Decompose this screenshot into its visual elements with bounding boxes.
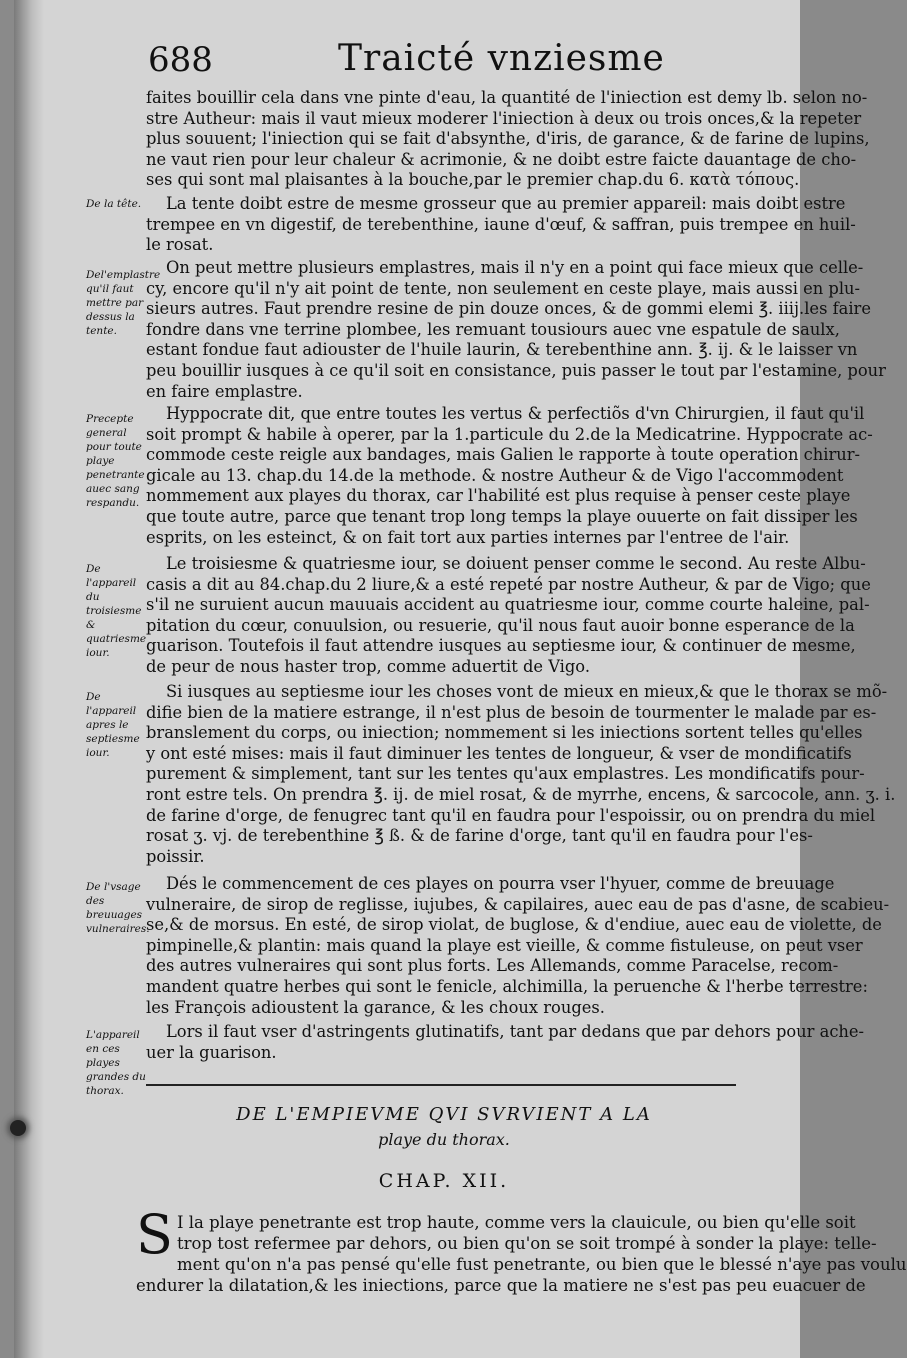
text-line: commode ceste reigle aux bandages, mais Galien le rapporte à toute operation chirur- (146, 445, 861, 465)
paragraph (146, 682, 896, 867)
text-line: nommement aux playes du thorax, car l'habilité est plus requise à penser ceste playe (146, 486, 851, 506)
text-line: ne vaut rien pour leur chaleur & acrimonie, & ne doibt estre faicte dauantage de cho- (146, 149, 857, 169)
text-line: estant fondue faut adiouster de l'huile laurin, & terebenthine ann. ℥. ij. & le laisser vn (146, 340, 858, 360)
text-line: en faire emplastre. (146, 381, 303, 401)
text-line: La tente doibt estre de mesme grosseur que au premier appareil: mais doibt estre (166, 194, 846, 213)
text-line: fondre dans vne terrine plombee, les remuant tousiours auec vne espatule de saulx, (146, 319, 840, 339)
paragraph (146, 1022, 865, 1063)
text-line: casis a dit au 84.chap.du 2 liure,& a esté repeté par nostre Autheur, & par de Vigo; que (146, 574, 871, 594)
text-line: rosat ʒ. vj. de terebenthine ℥ ß. & de farine d'orge, tant qu'il en faudra pour l'es- (146, 826, 813, 846)
text-line: trempee en vn digestif, de terebenthine, iaune d'œuf, & saffran, puis trempee en huil- (146, 214, 856, 234)
margin-note: De l'appareil apres le septiesme iour. (86, 691, 140, 759)
text-line: esprits, on les esteinct, & on fait tort aux parties internes par l'entree de l'air. (146, 527, 790, 547)
text-line: ses qui sont mal plaisantes à la bouche,par le premier chap.du 6. κατὰ τόπους. (146, 170, 800, 190)
paragraph (146, 88, 870, 191)
text-line: faites bouillir cela dans vne pinte d'eau, la quantité de l'iniection est demy lb. selon no- (146, 88, 868, 107)
text-line: y ont esté mises: mais il faut diminuer les tentes de longueur, & vser de mondificatifs (146, 743, 852, 763)
text-line: plus souuent; l'iniection qui se fait d'absynthe, d'iris, de garance, & de farine de lupins, (146, 129, 870, 149)
margin-note: De la tête. (86, 198, 142, 210)
text-line: On peut mettre plusieurs emplastres, mais il n'y en a point qui face mieux que celle- (166, 258, 864, 277)
text-line: purement & simplement, tant sur les tentes qu'aux emplastres. Les mondificatifs pour- (146, 764, 865, 784)
text-line: gicale au 13. chap.du 14.de la methode. & nostre Autheur & de Vigo l'accommodent (146, 465, 844, 485)
margin-note: De l'appareil du troisiesme & quatriesme iour. (86, 563, 147, 659)
paragraph (146, 404, 873, 548)
text-line: Lors il faut vser d'astringents glutinatifs, tant par dedans que par dehors pour ache- (166, 1022, 865, 1041)
margin-note: De l'vsage des breuuages vulneraires. (86, 881, 150, 935)
paragraph (146, 554, 871, 678)
text-line: trop tost refermee par dehors, ou bien qu'on se soit trompé à sonder la playe: telle- (177, 1234, 877, 1253)
text-line: de peur de nous haster trop, comme aduertit de Vigo. (146, 656, 590, 676)
margin-note: L'appareil en ces playes grandes du thorax. (86, 1029, 146, 1097)
paragraph (146, 258, 886, 402)
text-line: Dés le commencement de ces playes on pourra vser l'hyuer, comme de breuuage (166, 874, 835, 893)
page-number: 688 (148, 40, 213, 80)
text-line: que toute autre, parce que tenant trop long temps la playe ouuerte on fait dissiper les (146, 506, 858, 526)
chapter-opening-paragraph (136, 1203, 907, 1296)
section-rule (146, 1084, 736, 1086)
text-line: endurer la dilatation,& les iniections, parce que la matiere ne s'est pas peu euacuer de (136, 1276, 866, 1295)
chapter-heading: CHAP. XII. (378, 1170, 510, 1192)
text-line: Hyppocrate dit, que entre toutes les vertus & perfectiõs d'vn Chirurgien, il faut qu'il (166, 404, 865, 423)
text-line: I la playe penetrante est trop haute, comme vers la clauicule, ou bien qu'elle soit (177, 1213, 856, 1232)
text-line: pimpinelle,& plantin: mais quand la playe est vieille, & comme fistuleuse, on peut vser (146, 935, 863, 955)
text-line: de farine d'orge, de fenugrec tant qu'il en faudra pour l'espoissir, ou on prendra du miel (146, 805, 876, 825)
text-line: Si iusques au septiesme iour les choses vont de mieux en mieux,& que le thorax se mõ- (166, 682, 888, 701)
text-line: peu bouillir iusques à ce qu'il soit en consistance, puis passer le tout par l'estamine, pour (146, 360, 886, 380)
page-binding-shadow (14, 0, 44, 1358)
text-line: guarison. Toutefois il faut attendre iusques au septiesme iour, & continuer de mesme, (146, 636, 856, 656)
binding-hole (10, 1120, 26, 1136)
text-line: cy, encore qu'il n'y ait point de tente, non seulement en ceste playe, mais aussi en plu- (146, 278, 861, 298)
text-line: ront estre tels. On prendra ℥. ij. de miel rosat, & de myrrhe, encens, & sarcocole, ann. ʒ. i. (146, 784, 896, 804)
running-title: Traicté vnziesme (338, 38, 665, 79)
text-line: poissir. (146, 846, 205, 866)
text-line: des autres vulneraires qui sont plus forts. Les Allemands, comme Paracelse, recom- (146, 956, 839, 976)
text-line: mandent quatre herbes qui sont le fenicle, alchimilla, la peruenche & l'herbe terrestre: (146, 976, 868, 996)
text-line: pitation du cœur, conuulsion, ou resuerie, qu'il nous faut auoir bonne esperance de la (146, 615, 855, 635)
paragraph (146, 194, 856, 256)
margin-note: Precepte general pour toute playe penetrante auec sang respandu. (86, 413, 145, 509)
text-line: sieurs autres. Faut prendre resine de pin douze onces, & de gommi elemi ℥. iiij.les faire (146, 299, 871, 319)
text-line: le rosat. (146, 235, 214, 255)
section-subtitle: playe du thorax. (378, 1130, 510, 1149)
text-line: ment qu'on n'a pas pensé qu'elle fust penetrante, ou bien que le blessé n'aye pas voulu (177, 1255, 907, 1274)
text-line: s'il ne suruient aucun mauuais accident au quatriesme iour, comme courte haleine, pal- (146, 595, 870, 615)
text-line: Le troisiesme & quatriesme iour, se doiuent penser comme le second. Au reste Albu- (166, 554, 866, 573)
text-line: difie bien de la matiere estrange, il n'est plus de besoin de tourmenter le malade par es- (146, 702, 877, 722)
paragraph (146, 874, 890, 1018)
text-line: vulneraire, de sirop de reglisse, iujubes, & capilaires, auec eau de pas d'asne, de scabieu- (146, 894, 890, 914)
section-title: DE L'EMPIEVME QVI SVRVIENT A LA (236, 1104, 652, 1125)
drop-cap: S (136, 1203, 173, 1266)
text-line: branslement du corps, ou iniection; nommement si les iniections sortent telles qu'elles (146, 723, 863, 743)
text-line: uer la guarison. (146, 1042, 277, 1062)
text-line: soit prompt & habile à operer, par la 1.particule du 2.de la Medicatrine. Hyppocrate ac- (146, 424, 873, 444)
margin-note: Del'emplastre qu'il faut mettre par dessus la tente. (86, 269, 161, 337)
text-line: les François adioustent la garance, & les choux rouges. (146, 997, 605, 1017)
text-line: stre Autheur: mais il vaut mieux moderer l'iniection à deux ou trois onces,& la repeter (146, 108, 862, 128)
text-line: se,& de morsus. En esté, de sirop violat, de buglose, & d'endiue, auec eau de violette, de (146, 915, 882, 935)
